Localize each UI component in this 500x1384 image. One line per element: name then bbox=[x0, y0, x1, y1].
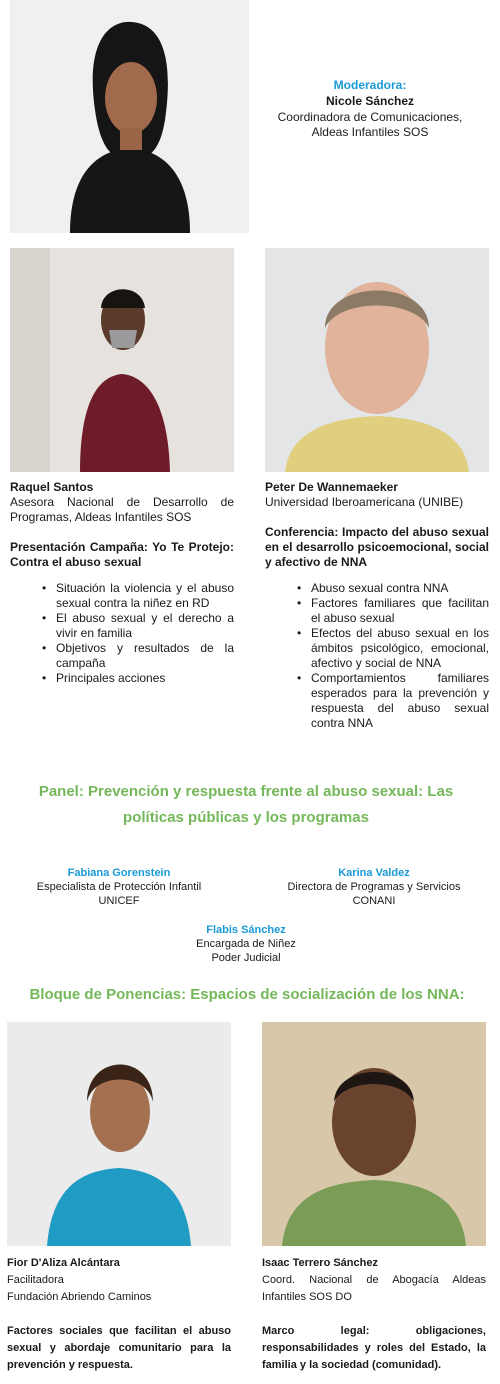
list-item: • Factores familiares que facilitan el abuso sexual bbox=[311, 596, 489, 626]
speaker-left-photo bbox=[10, 248, 234, 472]
panel-member-name: Flabis Sánchez bbox=[206, 924, 286, 936]
speaker-left-topics bbox=[56, 581, 234, 686]
speaker-left-role: Asesora Nacional de Desarrollo de Programas, Aldeas Infantiles SOS bbox=[10, 495, 234, 524]
list-item: • Objetivos y resultados de la campaña bbox=[56, 641, 234, 671]
speaker-left-name: Raquel Santos bbox=[10, 480, 94, 494]
panel-member-role: Especialista de Protección Infantil bbox=[36, 881, 202, 893]
speaker-right-photo bbox=[265, 248, 489, 472]
moderator-role-label: Moderadora: bbox=[333, 78, 407, 92]
speaker-right-topics bbox=[311, 581, 489, 731]
panel-heading-line2: políticas públicas y los programas bbox=[123, 809, 369, 826]
block-left-talk-title: Factores sociales que facilitan el abuso sexual y abordaje comunitario para la prevención y respuesta. bbox=[7, 1325, 231, 1371]
block-right-talk-title: Marco legal: obligaciones, responsabilidades y roles del Estado, la familia y la sociedad (comunidad). bbox=[262, 1325, 486, 1371]
panel-member-org: Poder Judicial bbox=[211, 952, 281, 964]
panel-member-role: Encargada de Niñez bbox=[196, 938, 296, 950]
block-right-photo bbox=[262, 1022, 486, 1246]
block-left-role: Facilitadora bbox=[7, 1274, 64, 1286]
list-item: • Abuso sexual contra NNA bbox=[311, 581, 489, 596]
block-right-name: Isaac Terrero Sánchez bbox=[262, 1257, 378, 1269]
moderator-photo bbox=[10, 0, 249, 233]
speaker-right-name: Peter De Wannemaeker bbox=[265, 480, 398, 494]
block-left-name: Fior D'Aliza Alcántara bbox=[7, 1257, 120, 1269]
list-item: • El abuso sexual y el derecho a vivir en familia bbox=[56, 611, 234, 641]
speaker-left-talk-title: Presentación Campaña: Yo Te Protejo: Contra el abuso sexual bbox=[10, 540, 234, 569]
panel-member-role: Directora de Programas y Servicios bbox=[287, 881, 461, 893]
block-left-photo bbox=[7, 1022, 231, 1246]
panel-member-name: Fabiana Gorenstein bbox=[67, 867, 171, 879]
panel-member-name: Karina Valdez bbox=[338, 867, 410, 879]
speaker-right-role: Universidad Iberoamericana (UNIBE) bbox=[265, 495, 464, 509]
list-item: • Comportamientos familiares esperados para la prevención y respuesta del abuso sexual contra NNA bbox=[311, 671, 489, 731]
moderator-title-line2: Aldeas Infantiles SOS bbox=[311, 125, 429, 139]
panel-member-org: CONANI bbox=[352, 895, 396, 907]
list-item: • Efectos del abuso sexual en los ámbitos psicológico, emocional, afectivo y social de NNA bbox=[311, 626, 489, 671]
block-heading: Bloque de Ponencias: Espacios de socialización de los NNA: bbox=[29, 986, 465, 1003]
panel-member-org: UNICEF bbox=[98, 895, 140, 907]
panel-heading-line1: Panel: Prevención y respuesta frente al abuso sexual: Las bbox=[38, 783, 454, 800]
speaker-right-talk-title: Conferencia: Impacto del abuso sexual en el desarrollo psicoemocional, social y afectivo de NNA bbox=[265, 525, 489, 569]
block-right-role: Coord. Nacional de Abogacía Aldeas Infantiles SOS DO bbox=[262, 1274, 486, 1303]
moderator-title-line1: Coordinadora de Comunicaciones, bbox=[277, 110, 463, 124]
list-item: • Principales acciones bbox=[56, 671, 234, 686]
block-left-org: Fundación Abriendo Caminos bbox=[7, 1291, 152, 1303]
list-item: • Situación la violencia y el abuso sexual contra la niñez en RD bbox=[56, 581, 234, 611]
moderator-name: Nicole Sánchez bbox=[325, 94, 415, 108]
